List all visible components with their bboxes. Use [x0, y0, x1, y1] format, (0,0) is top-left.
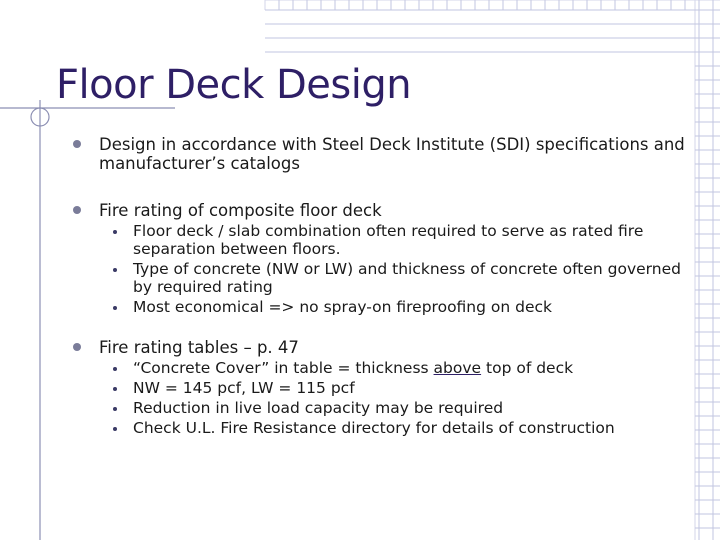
- bullet-item: [72, 201, 692, 316]
- bullet-label: Design in accordance with Steel Deck Institute (SDI) specifications and manufacturer’s catalogs: [99, 135, 685, 173]
- bullet-dot: [73, 206, 81, 214]
- sub-bullet-label-part: “Concrete Cover” in table = thickness: [133, 359, 434, 377]
- sub-bullet-dot: [113, 306, 117, 310]
- sub-bullet-dot: [113, 367, 117, 371]
- sub-bullet-item: [72, 222, 692, 258]
- bullet-text: [72, 135, 692, 173]
- sub-bullet-item: [72, 260, 692, 296]
- bullet-label: Fire rating of composite floor deck: [99, 201, 382, 220]
- slide-title: Floor Deck Design: [56, 62, 412, 108]
- sub-bullet-item: [72, 379, 692, 397]
- underlined-word: above: [433, 359, 482, 377]
- sub-bullet-label-part: top of deck: [481, 359, 574, 377]
- bullet-item: [72, 135, 692, 173]
- sub-bullet-label: Reduction in live load capacity may be required: [133, 399, 504, 417]
- sub-bullet-dot: [113, 427, 117, 431]
- bullet-item: [72, 338, 692, 437]
- sub-bullet-item: [72, 419, 692, 437]
- bullet-label: Fire rating tables – p. 47: [99, 338, 299, 357]
- sub-bullet-label: NW = 145 pcf, LW = 115 pcf: [133, 379, 355, 397]
- sub-bullet-list: [72, 222, 692, 316]
- sub-bullet-dot: [113, 407, 117, 411]
- bullet-text: [72, 201, 692, 220]
- sub-bullet-dot: [113, 387, 117, 391]
- sub-bullet-label: Check U.L. Fire Resistance directory for details of construction: [133, 419, 615, 437]
- bullet-text: [72, 338, 692, 357]
- sub-bullet-label: Floor deck / slab combination often required to serve as rated fire separation between floors.: [133, 222, 644, 258]
- sub-bullet-label: Type of concrete (NW or LW) and thickness of concrete often governed by required rating: [133, 260, 681, 296]
- sub-bullet-item: [72, 399, 692, 417]
- bullet-dot: [73, 343, 81, 351]
- sub-bullet-dot: [113, 230, 117, 234]
- sub-bullet-dot: [113, 268, 117, 272]
- bullet-list: [72, 135, 692, 439]
- sub-bullet-list: [72, 359, 692, 437]
- sub-bullet-label: Most economical => no spray-on fireproofing on deck: [133, 298, 553, 316]
- sub-bullet-item: [72, 359, 692, 377]
- bullet-dot: [73, 140, 81, 148]
- sub-bullet-item: [72, 298, 692, 316]
